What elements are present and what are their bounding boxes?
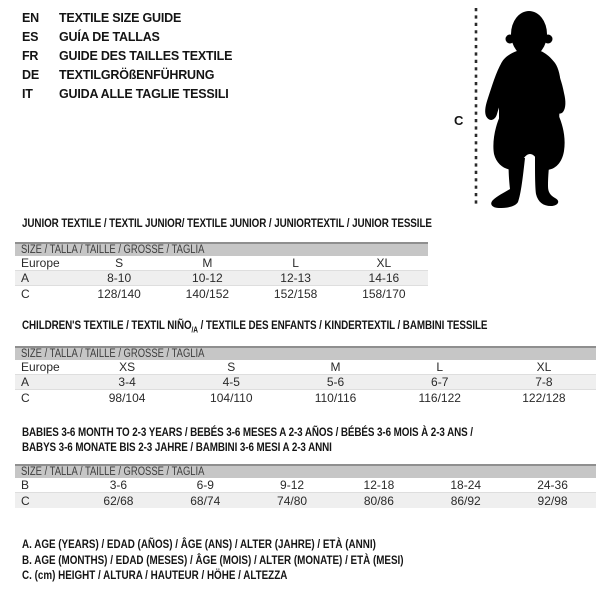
cell: 7-8 <box>535 375 553 389</box>
table-row <box>15 271 428 286</box>
footnote-a: A. AGE (YEARS) / EDAD (AÑOS) / ÂGE (ANS) / ALTER (JAHRE) / ETÀ (ANNI) <box>22 537 376 551</box>
junior-table <box>15 242 428 301</box>
cell: 152/158 <box>273 286 318 301</box>
language-code: IT <box>22 87 33 101</box>
size-header-bar <box>15 242 428 256</box>
language-code: EN <box>22 11 39 25</box>
cell: 9-12 <box>280 478 305 492</box>
cell: 5-6 <box>326 375 345 389</box>
cell: L <box>292 256 299 270</box>
cell: S <box>227 360 236 374</box>
language-list <box>22 9 232 104</box>
height-measure-figure <box>452 4 576 210</box>
language-title: GUIDE DES TAILLES TEXTILE <box>59 49 233 63</box>
cell: 62/68 <box>103 493 134 508</box>
language-row-es <box>22 28 232 47</box>
size-header-label: SIZE / TALLA / TAILLE / GRÖSSE / TAGLIA <box>21 348 205 360</box>
language-title: TEXTILGRÖßENFÜHRUNG <box>59 68 215 82</box>
cell: 116/122 <box>418 390 461 405</box>
cell: 104/110 <box>210 390 253 405</box>
language-code: ES <box>22 30 39 44</box>
language-code: FR <box>22 49 39 63</box>
language-code: DE <box>22 68 39 82</box>
cell: XL <box>536 360 552 374</box>
cell: L <box>436 360 444 374</box>
language-row-en <box>22 9 232 28</box>
cell: 18-24 <box>450 478 482 492</box>
babies-table-title <box>22 425 572 455</box>
table-row <box>15 478 596 493</box>
row-label: C <box>21 286 30 301</box>
footnotes <box>22 537 487 584</box>
cell: S <box>115 256 124 270</box>
language-title: GUIDA ALLE TAGLIE TESSILI <box>59 87 229 101</box>
row-label: Europe <box>21 256 60 270</box>
row-label: Europe <box>21 360 60 374</box>
row-label: A <box>21 271 30 285</box>
cell: 6-7 <box>431 375 449 389</box>
cell: 122/128 <box>522 390 566 405</box>
language-row-fr <box>22 47 232 66</box>
cell: 128/140 <box>97 286 141 301</box>
cell: XL <box>376 256 392 270</box>
language-row-it <box>22 85 232 104</box>
size-header-bar <box>15 464 596 478</box>
cell: 12-13 <box>280 271 311 285</box>
cell: 3-4 <box>118 375 136 389</box>
language-row-de <box>22 66 232 85</box>
cell: 98/104 <box>108 390 146 405</box>
title-subscript: /A <box>191 325 198 335</box>
children-table-title-text <box>22 318 487 337</box>
table-row <box>15 390 596 405</box>
cell: 3-6 <box>109 478 128 492</box>
cell: 24-36 <box>537 478 568 492</box>
table-row <box>15 375 596 390</box>
babies-table <box>15 464 596 508</box>
cell: 14-16 <box>368 271 400 285</box>
size-header-bar <box>15 346 596 360</box>
children-table-title <box>22 318 590 337</box>
row-label: C <box>21 390 30 405</box>
baby-silhouette-graphic <box>452 4 576 210</box>
cell: 68/74 <box>190 493 221 508</box>
cell: 140/152 <box>185 286 230 301</box>
cell: 158/170 <box>362 286 406 301</box>
size-header-label: SIZE / TALLA / TAILLE / GRÖSSE / TAGLIA <box>21 244 205 256</box>
junior-table-title <box>22 216 522 231</box>
cell: 8-10 <box>107 271 132 285</box>
children-table <box>15 346 596 405</box>
babies-title-line2: BABYS 3-6 MONATE BIS 2-3 JAHRE / BAMBINI 3-6 MESI A 2-3 ANNI <box>22 440 332 454</box>
row-label: B <box>21 478 30 492</box>
title-segment: / TEXTILE DES ENFANTS / KINDERTEXTIL / BAMBINI TESSILE <box>197 318 488 332</box>
cell: 92/98 <box>537 493 568 508</box>
babies-title-line1: BABIES 3-6 MONTH TO 2-3 YEARS / BEBÉS 3-6 MESES A 2-3 AÑOS / BÉBÉS 3-6 MOIS À 2-3 ANS / <box>22 425 473 439</box>
cell: 10-12 <box>192 271 223 285</box>
table-row <box>15 493 596 508</box>
cell: XS <box>119 360 136 374</box>
footnote-b: B. AGE (MONTHS) / EDAD (MESES) / ÂGE (MOIS) / ALTER (MONATE) / ETÀ (MESI) <box>22 552 404 567</box>
language-title: GUÍA DE TALLAS <box>59 30 160 44</box>
cell: 80/86 <box>363 493 394 508</box>
table-row <box>15 360 596 375</box>
baby-silhouette <box>485 11 565 208</box>
junior-table-title-text: JUNIOR TEXTILE / TEXTIL JUNIOR/ TEXTILE JUNIOR / JUNIORTEXTIL / JUNIOR TESSILE <box>22 216 432 230</box>
cell: 74/80 <box>277 493 308 508</box>
size-header-label: SIZE / TALLA / TAILLE / GRÖSSE / TAGLIA <box>21 466 205 478</box>
row-label: A <box>21 375 30 389</box>
height-label-c: C <box>454 113 464 128</box>
cell: 86/92 <box>450 493 481 508</box>
cell: 12-18 <box>363 478 395 492</box>
footnote-c: C. (cm) HEIGHT / ALTURA / HAUTEUR / HÖHE / ALTEZZA <box>22 568 288 582</box>
cell: M <box>202 256 213 270</box>
table-row <box>15 286 428 301</box>
cell: 4-5 <box>222 375 240 389</box>
cell: 110/116 <box>314 390 357 405</box>
cell: 6-9 <box>196 478 214 492</box>
title-segment: CHILDREN'S TEXTILE / TEXTIL NIÑO <box>22 318 192 332</box>
table-row <box>15 256 428 271</box>
language-title: TEXTILE SIZE GUIDE <box>59 11 182 25</box>
row-label: C <box>21 493 30 508</box>
cell: M <box>330 360 341 374</box>
